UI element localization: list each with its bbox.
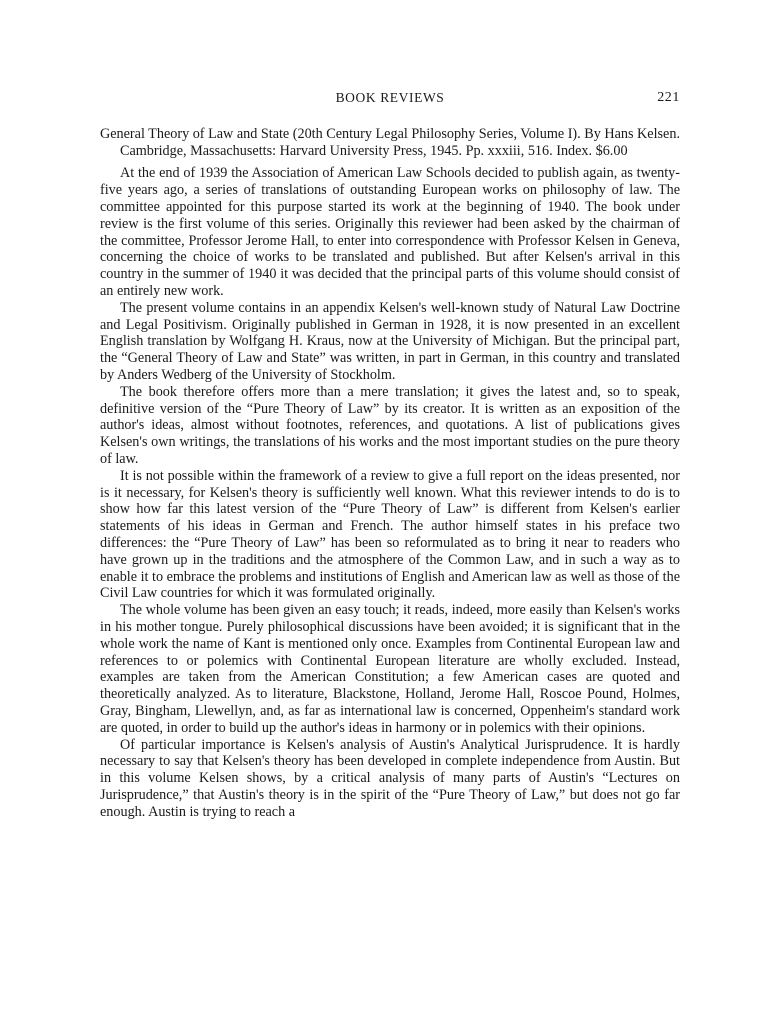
paragraph-3: The book therefore offers more than a mere translation; it gives the latest and, so to speak, definitive version of the “Pure Theory of Law” by its creator. It is written as an exposition of the author's ideas, almost without footnotes, references, and quotations. A list of publications gives Kelsen's own writings, the translations of his works and the most important studies on the pure theory of law. <box>100 383 680 467</box>
paragraph-6: Of particular importance is Kelsen's analysis of Austin's Analytical Jurisprudence. It is hardly necessary to say that Kelsen's theory has been developed in complete independence from Austin. But in this volume Kelsen shows, by a critical analysis of many parts of Austin's “Lectures on Jurisprudence,” that Austin's theory is in the spirit of the “Pure Theory of Law,” but does not go far enough. Austin is trying to reach a <box>100 736 680 820</box>
running-title: BOOK REVIEWS <box>335 90 445 105</box>
paragraph-2: The present volume contains in an appendix Kelsen's well-known study of Natural Law Doctrine and Legal Positivism. Originally published in German in 1928, it is now presented in an excellent English translation by Wolfgang H. Kraus, now at the University of Michigan. But the principal part, the “General Theory of Law and State” was written, in part in German, in this country and translated by Anders Wedberg of the University of Stockholm. <box>100 299 680 383</box>
review-body <box>100 165 680 820</box>
book-page <box>100 88 680 820</box>
paragraph-4: It is not possible within the framework of a review to give a full report on the ideas presented, nor is it necessary, for Kelsen's theory is sufficiently well known. What this reviewer intends to do is to show how far this latest version of the “Pure Theory of Law” is different from Kelsen's earlier statements of his ideas in German and French. The author himself states in his preface two differences: the “Pure Theory of Law” has been so reformulated as to bring it near to readers who have grown up in the traditions and the atmosphere of the Common Law, and in such a way as to enable it to embrace the problems and institutions of English and American law as well as those of the Civil Law countries for which it was formulated originally. <box>100 467 680 602</box>
running-head <box>100 88 680 110</box>
page-number: 221 <box>657 90 680 105</box>
review-citation: General Theory of Law and State (20th Century Legal Philosophy Series, Volume I). By Hans Kelsen. Cambridge, Massachusetts: Harvard University Press, 1945. Pp. xxxiii, 516. Index. $6.00 <box>100 126 680 160</box>
paragraph-1: At the end of 1939 the Association of American Law Schools decided to publish again, as twenty-five years ago, a series of translations of outstanding European works on philosophy of law. The committee appointed for this purpose started its work at the beginning of 1940. The book under review is the first volume of this series. Originally this reviewer had been asked by the chairman of the committee, Professor Jerome Hall, to enter into correspondence with Professor Kelsen in Geneva, concerning the choice of works to be translated and published. But after Kelsen's arrival in this country in the summer of 1940 it was decided that the principal parts of this volume should consist of an entirely new work. <box>100 165 680 299</box>
paragraph-5: The whole volume has been given an easy touch; it reads, indeed, more easily than Kelsen's works in his mother tongue. Purely philosophical discussions have been avoided; it is significant that in the whole work the name of Kant is mentioned only once. Examples from Continental European law and references to or polemics with Continental European literature are wholly excluded. Instead, examples are taken from the American Constitution; a few American cases are quoted and theoretically analyzed. As to literature, Blackstone, Holland, Jerome Hall, Roscoe Pound, Holmes, Gray, Bingham, Llewellyn, and, as far as international law is concerned, Oppenheim's standard work are quoted, in order to build up the author's ideas in harmony or in polemics with their opinions. <box>100 602 680 736</box>
